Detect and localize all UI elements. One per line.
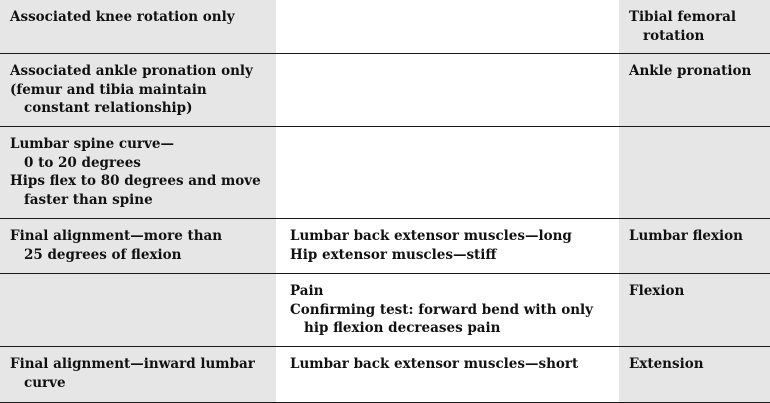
cell-text-line: constant relationship)	[24, 100, 193, 116]
diagnosis-cell	[619, 54, 770, 126]
alignment-cell	[0, 54, 276, 126]
cell-text-line: Ankle pronation	[629, 63, 752, 79]
alignment-cell	[0, 347, 276, 402]
cell-text-line: hip flexion decreases pain	[304, 320, 501, 336]
table-row	[0, 127, 770, 219]
cell-text-line: Lumbar back extensor muscles—short	[290, 356, 579, 372]
cell-text-line: Extension	[629, 356, 704, 372]
finding-cell	[276, 219, 619, 273]
finding-cell	[276, 347, 619, 402]
cell-text-line: rotation	[643, 27, 705, 44]
cell-text-line: 25 degrees of flexion	[24, 246, 182, 263]
finding-cell	[276, 127, 619, 218]
cell-text-line: Associated knee rotation only	[10, 9, 235, 25]
cell-text-line: Lumbar back extensor muscles—long	[290, 228, 572, 244]
table-row	[0, 219, 770, 274]
alignment-cell	[0, 274, 276, 346]
cell-text-line: Flexion	[629, 283, 685, 299]
diagnosis-cell	[619, 347, 770, 402]
alignment-cell	[0, 219, 276, 273]
cell-text-line: Confirming test: forward bend with only	[290, 301, 594, 318]
finding-cell	[276, 0, 619, 53]
diagnosis-cell	[619, 219, 770, 273]
table-row	[0, 274, 770, 347]
cell-text-line: 0 to 20 degrees	[24, 154, 141, 171]
cell-text-line: Lumbar flexion	[629, 228, 743, 244]
cell-text-line: Hip extensor muscles—stiff	[290, 246, 497, 263]
table-row	[0, 347, 770, 403]
diagnosis-cell	[619, 0, 770, 53]
alignment-cell	[0, 127, 276, 218]
cell-text-line: Final alignment—inward lumbar	[10, 356, 255, 372]
cell-text-line: Pain	[290, 283, 324, 299]
cell-text-line: Associated ankle pronation only	[10, 63, 253, 79]
diagnosis-cell	[619, 274, 770, 346]
cell-text-line: faster than spine	[24, 191, 153, 208]
cell-text-line: (femur and tibia maintain	[10, 81, 207, 98]
cell-text-line: curve	[24, 374, 66, 391]
finding-cell	[276, 274, 619, 346]
cell-text-line: Hips flex to 80 degrees and move	[10, 173, 261, 189]
table-row	[0, 54, 770, 127]
cell-text-line: Tibial femoral	[629, 9, 736, 25]
alignment-cell	[0, 0, 276, 53]
finding-cell	[276, 54, 619, 126]
cell-text-line: Final alignment—more than	[10, 228, 223, 244]
diagnosis-cell	[619, 127, 770, 218]
table-row	[0, 0, 770, 54]
cell-text-line: Lumbar spine curve—	[10, 136, 174, 152]
